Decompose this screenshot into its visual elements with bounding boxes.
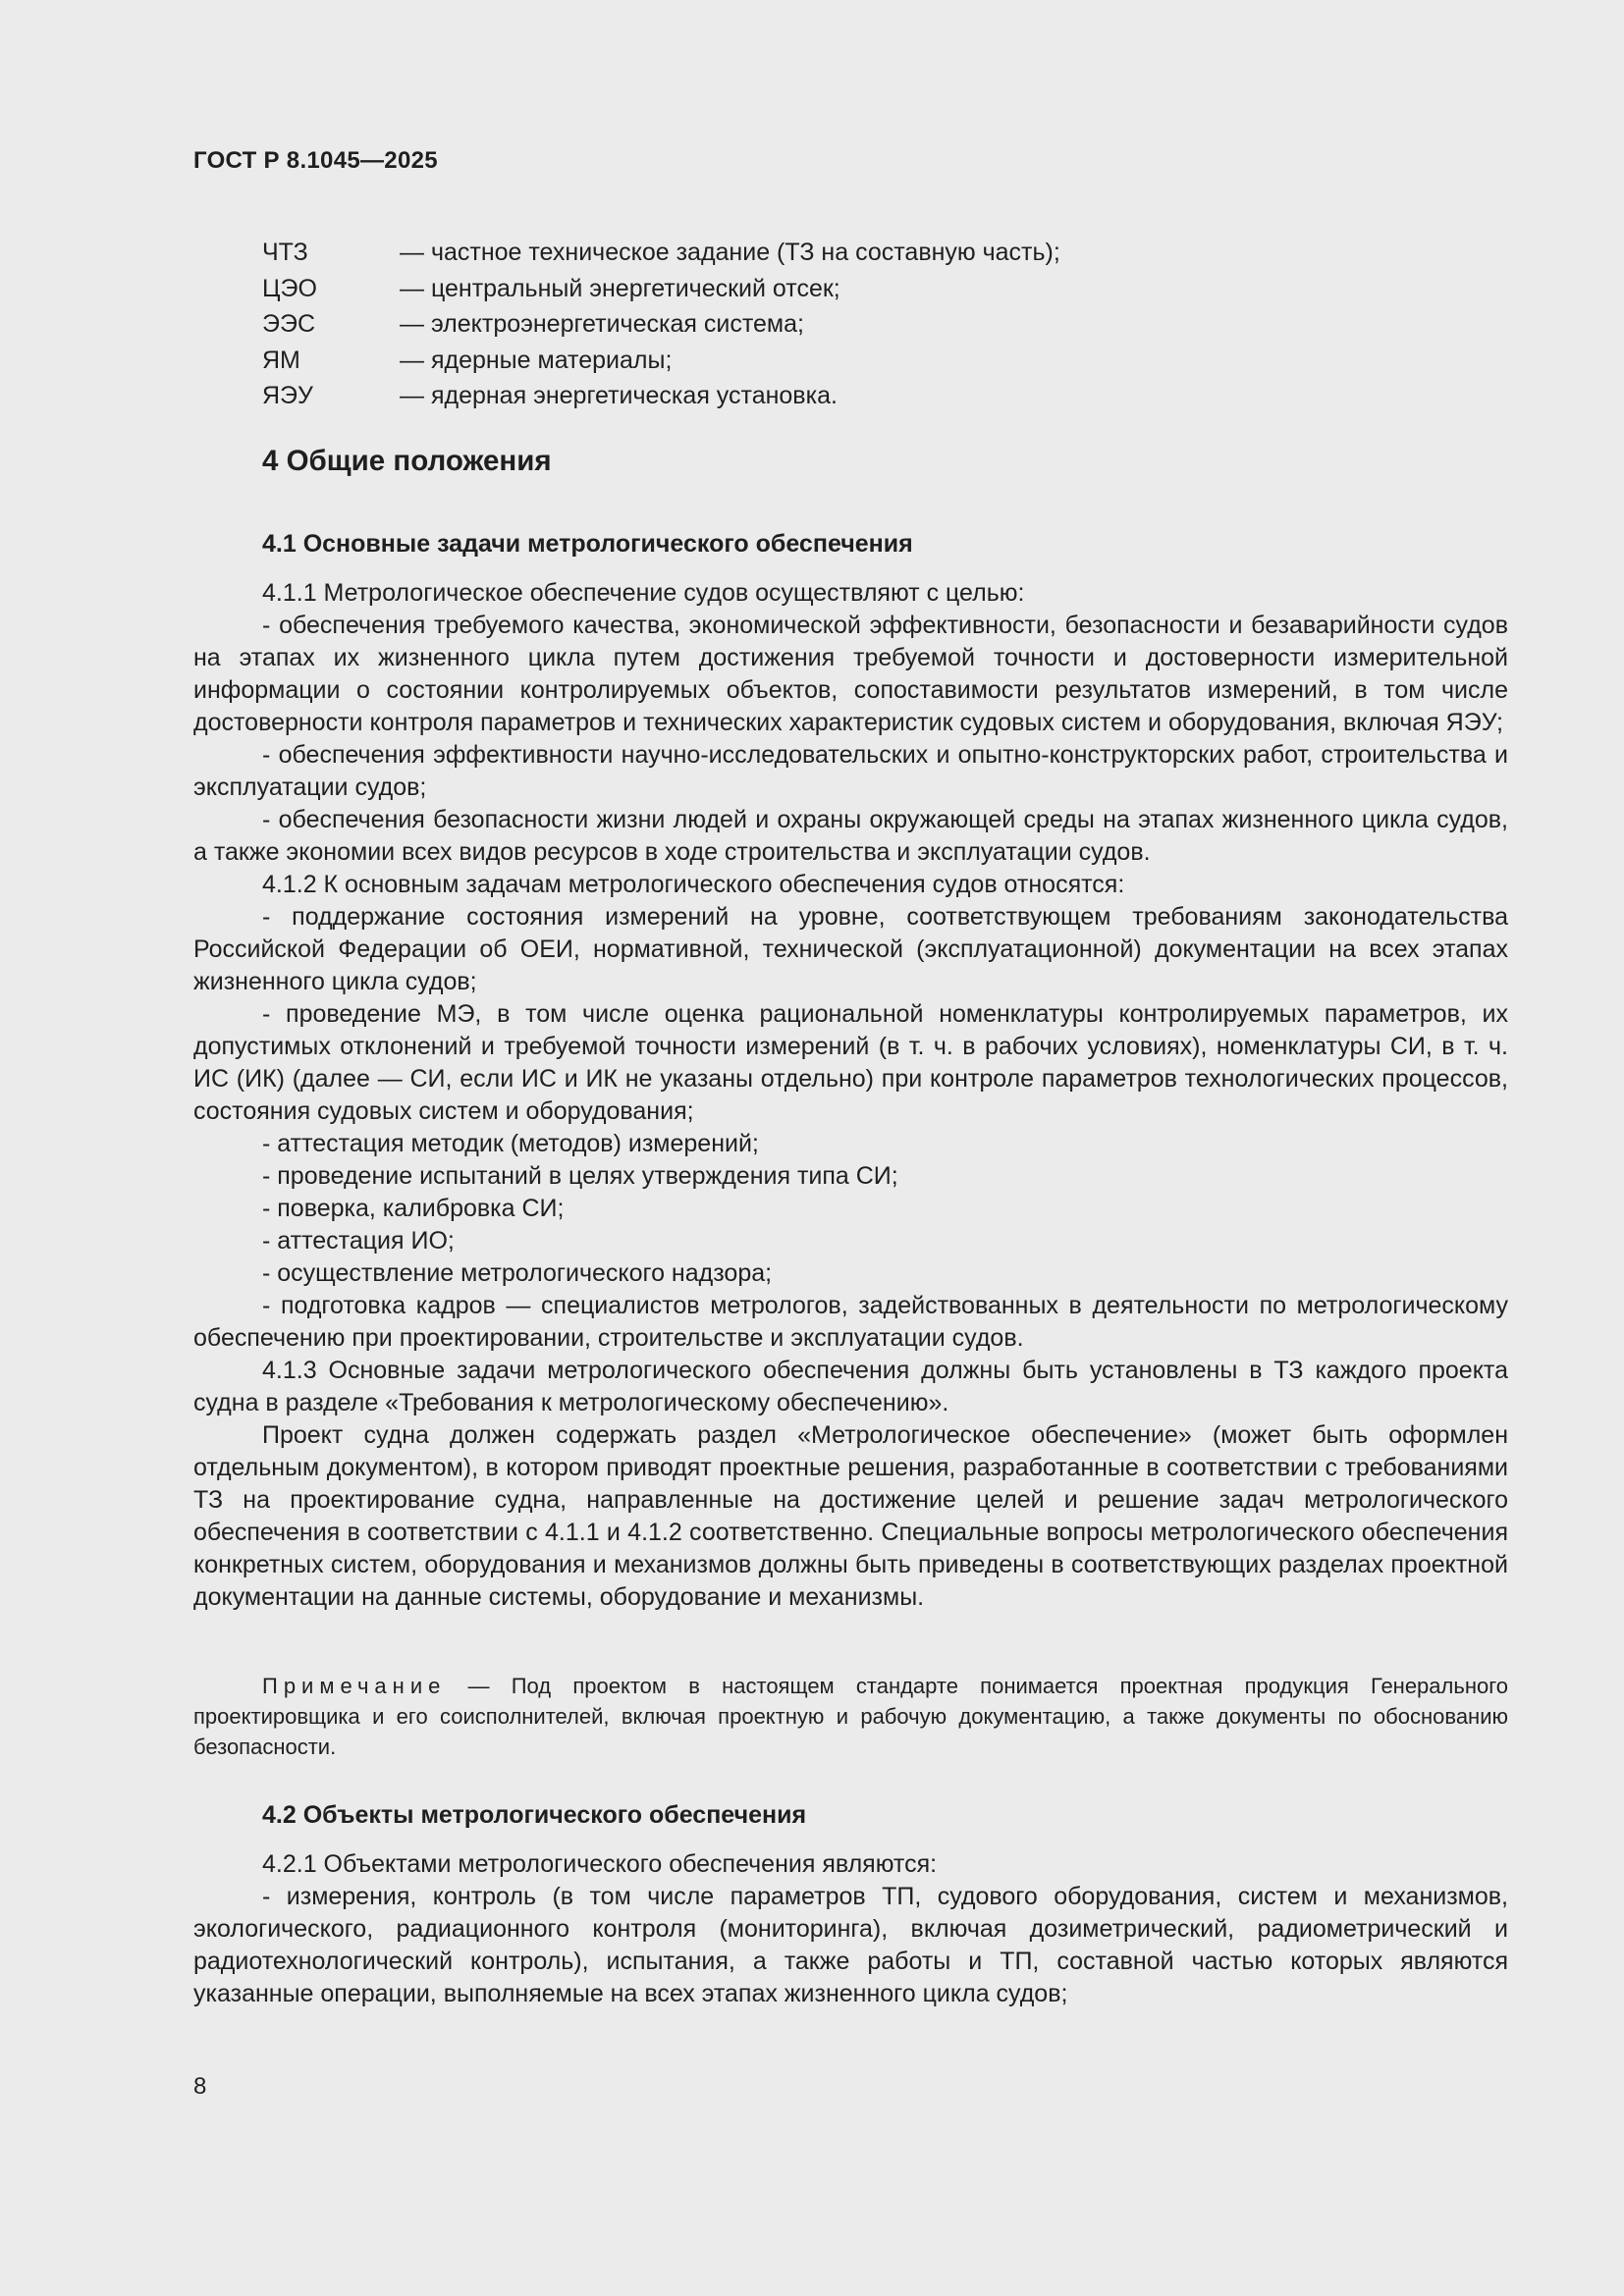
note	[193, 1671, 1508, 1762]
abbreviation-definition: — электроэнергетическая система;	[400, 310, 804, 339]
paragraph: 4.1.1 Метрологическое обеспечение судов осуществляют с целью:	[262, 579, 1025, 607]
abbreviation-row	[262, 306, 1060, 343]
abbreviation-row	[262, 271, 1060, 307]
abbreviation-term: ЧТЗ	[262, 239, 308, 266]
paragraph: 4.1.3 Основные задачи метрологического обеспечения должны быть установлены в ТЗ каждого проекта судна в разделе «Требования к метрологическому обеспечению».	[193, 1357, 1508, 1416]
abbreviations-list	[262, 235, 1060, 414]
note-text: — Под проектом в настоящем стандарте понимается проектная продукция Генерального проектировщика и его соисполнителей, включая проектную и рабочую документацию, а также документы по обоснованию безопасности.	[193, 1674, 1508, 1759]
list-item: - подготовка кадров — специалистов метрологов, задействованных в деятельности по метрологическому обеспечению при проектировании, строительстве и эксплуатации судов.	[193, 1292, 1508, 1352]
abbreviation-definition: — ядерная энергетическая установка.	[400, 382, 838, 410]
abbreviation-term: ЯЭУ	[262, 382, 313, 410]
list-item: - аттестация методик (методов) измерений;	[262, 1130, 759, 1157]
list-item: - поверка, калибровка СИ;	[262, 1195, 565, 1222]
list-item: - измерения, контроль (в том числе параметров ТП, судового оборудования, систем и механизмов, экологического, радиационного контроля (мониторинга), включая дозиметрический, радиометрический и радиотехнологический контроль), испытания, а также работы и ТП, составной частью которых являются указанные операции, выполняемые на всех этапах жизненного цикла судов;	[193, 1883, 1508, 2007]
subsection-heading: 4.2 Объекты метрологического обеспечения	[262, 1801, 807, 1829]
paragraph: 4.2.1 Объектами метрологического обеспечения являются:	[262, 1850, 938, 1878]
list-item: - проведение испытаний в целях утверждения типа СИ;	[262, 1162, 898, 1190]
paragraph: 4.1.2 К основным задачам метрологического обеспечения судов относятся:	[262, 871, 1125, 898]
abbreviation-term: ЭЭС	[262, 310, 315, 339]
abbreviation-term: ЦЭО	[262, 274, 317, 302]
abbreviation-definition: — частное техническое задание (ТЗ на составную часть);	[400, 239, 1060, 266]
subsection-4-1-text	[193, 577, 1508, 1614]
abbreviation-term: ЯМ	[262, 346, 300, 374]
list-item: - проведение МЭ, в том числе оценка рациональной номенклатуры контролируемых параметров, их допустимых отклонений и требуемой точности измерений (в т. ч. в рабочих условиях), номенклатуры СИ, в т. ч. ИС (ИК) (далее — СИ, если ИС и ИК не указаны отдельно) при контроле параметров технологических процессов, состояния судовых систем и оборудования;	[193, 1000, 1508, 1125]
list-item: - обеспечения безопасности жизни людей и охраны окружающей среды на этапах жизненного цикла судов, а также экономии всех видов ресурсов в ходе строительства и эксплуатации судов.	[193, 806, 1508, 866]
abbreviation-definition: — центральный энергетический отсек;	[400, 274, 840, 302]
abbreviation-row	[262, 378, 1060, 414]
abbreviation-definition: — ядерные материалы;	[400, 346, 673, 374]
page-number: 8	[193, 2073, 207, 2100]
list-item: - обеспечения требуемого качества, экономической эффективности, безопасности и безаварийности судов на этапах их жизненного цикла путем достижения требуемой точности и достоверности измерительной информации о состоянии контролируемых объектов, сопоставимости результатов измерений, в том числе достоверности контроля параметров и технических характеристик судовых систем и оборудования, включая ЯЭУ;	[193, 612, 1508, 736]
subsection-4-2-text	[193, 1848, 1508, 2010]
list-item: - поддержание состояния измерений на уровне, соответствующем требованиям законодательства Российской Федерации об ОЕИ, нормативной, технической (эксплуатационной) документации на всех этапах жизненного цикла судов;	[193, 903, 1508, 995]
subsection-heading: 4.1 Основные задачи метрологического обеспечения	[262, 530, 913, 558]
section-heading: 4 Общие положения	[262, 445, 552, 477]
document-code-header: ГОСТ Р 8.1045—2025	[193, 147, 438, 174]
list-item: - аттестация ИО;	[262, 1227, 455, 1255]
note-label: Примечание	[262, 1674, 447, 1698]
list-item: - обеспечения эффективности научно-исследовательских и опытно-конструкторских работ, строительства и эксплуатации судов;	[193, 741, 1508, 801]
abbreviation-row	[262, 235, 1060, 271]
list-item: - осуществление метрологического надзора;	[262, 1259, 773, 1287]
abbreviation-row	[262, 343, 1060, 379]
paragraph: Проект судна должен содержать раздел «Метрологическое обеспечение» (может быть оформлен отдельным документом), в котором приводят проектные решения, разработанные в соответствии с требованиями ТЗ на проектирование судна, направленные на достижение целей и решение задач метрологического обеспечения в соответствии с 4.1.1 и 4.1.2 соответственно. Специальные вопросы метрологического обеспечения конкретных систем, оборудования и механизмов должны быть приведены в соответствующих разделах проектной документации на данные системы, оборудование и механизмы.	[193, 1421, 1508, 1611]
